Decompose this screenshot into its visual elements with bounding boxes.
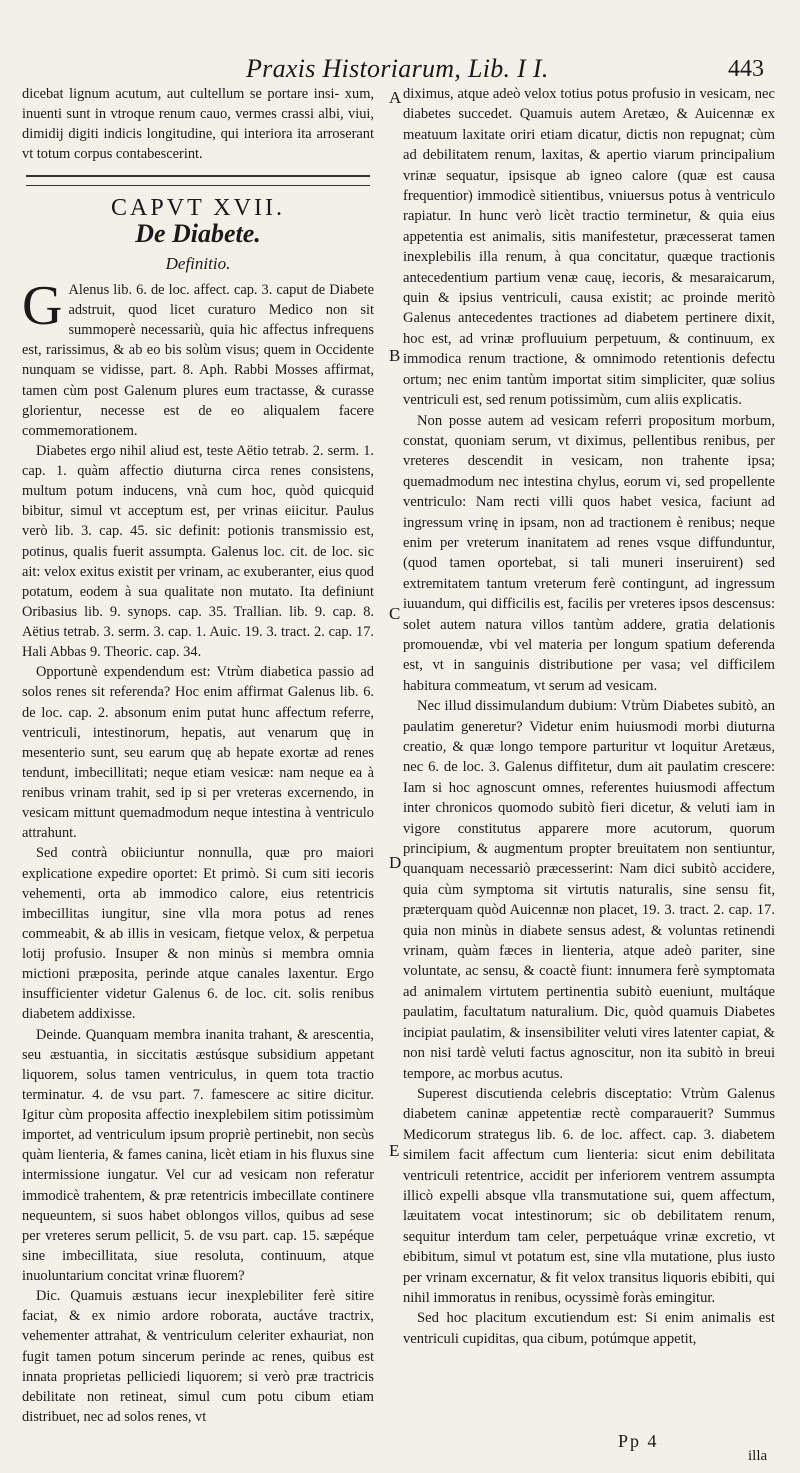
paragraph: Opportunè expendendum est: Vtrùm diabetica passio ad solos renes sit referenda? Hoc enim affirmat Galenus lib. 6. de loc. cap. 2. absonum enim putat hunc affectum referre, ventriculi, intestinorum, hepatis, aut venarum quę in mesenterio sunt, seu earum quę ab hepate exortæ ad renes tendunt, imbecillitati; neque etiam vesicæ: nam neque ea à renibus vrinam trahit, sed ip si per vreteras excernendo, in vesicam mittunt quemadmodum neque intestina à ventriculo attrahunt. — [22, 664, 374, 842]
margin-marker-d: D — [389, 853, 402, 872]
ornamental-rule — [26, 175, 370, 186]
paragraph: Diabetes ergo nihil aliud est, teste Aëtio tetrab. 2. serm. 1. cap. 1. quàm affectio diuturna circa renes consistens, multum potum inducens, vnà cum hoc, quòd quicquid bibitur, simul vt acceptum est, per vrinas eiicitur. Paulus verò lib. 3. cap. 45. sic definit: potionis transmissio est, potinus, qualis fuerit assumpta. Galenus loc. cit. de loc. sic ait: velox exitus existit per vrinam, ac exuberanter, eius quod potatum, eodem à sua qualitate non mutato. Ita definiunt Oribasius lib. 9. synops. cap. 35. Trallian. lib. 9. cap. 8. Aëtius tetrab. 3. serm. 3. cap. 1. Auic. 19. 3. tract. 2. cap. 17. Hali Abbas 9. Theoric. cap. 34. — [22, 442, 374, 661]
paragraph-text: Alenus lib. 6. de loc. affect. cap. 3. caput de Diabete adstruit, quod licet curaturo Medico non sit summoperè necessariù, quia hic affectus infrequens est, rarissimus, & ab eo bis solùm visus; quem in Occidente nunquam se vidisse, part. 8. Aph. Rabbi Mosses affirmat, tamen cùm post Galenum plures eum tractasse, & curasse glorientur, necesse est de eo aliqualem facere commemorationem. — [22, 281, 374, 439]
paragraph — [22, 274, 374, 441]
paragraph: Non posse autem ad vesicam referri propositum morbum, constat, quoniam serum, vt diximus, pellentibus renibus, per vreteres descendit in vesicam, non trahente ipsa; quemadmodum nec intestina chylus, eorum vi, sed propellente ventriculo: Nam recti villi quos habet vesica, faciunt ad ingressum vrinę in ipsam, non ad tractionem è renibus; neque enim per vreterum inanitatem ad renes vsque diffunduntur, (quod tamen oportebat, si tali muneri inseruirent) sed extremitatem tantum vreterum ferè contingunt, ad ingressum iuuandum, qui difficilis est, facilis per vreteres ipsos descensus: solet autem natura villos tantùm addere, gratia delationis promouendæ, vbi vel materia per longum spatium deferenda est, vt in sanguinis distributione per vasa; vel difficilem habitura commeatum, vt serum ad vesicam. — [403, 412, 775, 694]
margin-marker-a: A — [389, 88, 402, 107]
paragraph: Dic. Quamuis æstuans iecur inexplebiliter ferè sitire faciat, & ex nimio ardore roborata, auctáve tractrix, vehementer attrahat, & ventriculum celeriter exhauriat, non fugit tamen potum sincerum perinde ac renes, quibus est innata proprietas pelliciedi liquorem; si verò præ tractricis debilitate non retineat, simul cum potu cibum etiam distribuet, nec ad solos renes, vt — [22, 1288, 374, 1425]
margin-marker-c: C — [389, 604, 401, 623]
paragraph: Nec illud dissimulandum dubium: Vtrùm Diabetes subitò, an paulatim generetur? Videtur enim huiusmodi morbi diuturna creatio, & quæ longo tempore parturitur vt loquitur Aretæus, nec 6. de loc. 3. Galenus diffitetur, dum ait paulatim crescere: Iam si hoc agnoscunt omnes, referentes huiusmodi affectum inter chronicos quomodo subitò fieri dicetur, & veluti iam in vigore constitutus apparere more acutorum, quorum principium, & augmentum propter breuitatem non sentiuntur, quanquam necessariò præcesserint: Nam dici subitò accidere, quia cùm symptoma sit virtutis naturalis, sine sensu fit, præterquam quòd Auicennæ non placet, 19. 3. tract. 2. cap. 17. quia non minùs in diabete sensus adest, & voluntas retinendi vrinam, quàm fæces in lienteria, atque adeò pariter, sine voluntate, ac sensu, & coactè fiunt: innumera ferè symptomata ad animalem virtutem pertinentia subitò eueniunt, multáque paulatim, facultatum naturalium. Dic, quòd quamuis Diabetes incipiat paulatim, & insensibiliter veluti vires latenter capiat, & non nisi tardè veluti factus agnoscitur, non ita subitò in breui tempore, ac morbus acutus. — [403, 698, 775, 1082]
paragraph: diximus, atque adeò velox totius potus profusio in vesicam, nec diabetes succedet. Quamuis autem Aretæo, & Auicennæ ex meatuum laxitate oriri etiam dicatur, dictis non repugnat; cùm ad debilitatem renum, laxitas, & apertio viarum principalium vrinæ sequatur, ipsisque ab igneo calore (quæ est causa frequentior) immodicè sitientibus, vniuersus potus à ventriculo rapiatur. In hunc verò licèt tractio terminetur, & quia eius appetentia est animalis, sitis manifestetur, præcesserat tamen inexplebilis illa renum, à qua concitatur, quæque tractionis antecedentium partium venæ cauę, iecoris, & mesaraicarum, quin & ipsius ventriculi, causa existit; ac proinde meritò Galenus antecedentes tractiones ad diabetem pertinere dixit, hoc est, ad vrinæ profluuium perpetuum, & continuum, ex immodica renum tractione, & omnimodo retentionis defectu ortum; nec enim tantùm importat sitim simpliciter, quæ solius ventriculi est, sed renum potissimùm, cum aliis explicatis. — [403, 86, 775, 409]
section-title: Definitio. — [165, 253, 231, 273]
margin-marker-e: E — [389, 1141, 400, 1160]
right-column — [403, 84, 775, 1349]
catchword: illa — [748, 1448, 768, 1464]
margin-marker-b: B — [389, 346, 401, 365]
chapter-title: De Diabete. — [135, 218, 261, 248]
intro-paragraph: dicebat lignum acutum, aut cultellum se portare insi- xum, inuenti sunt in vtroque renum cauo, vermes crassi albi, viui, dimidij digiti indicis longitudine, qui interiora ita arroserant vt totum corpus contabescerint. — [22, 86, 374, 163]
running-title: Praxis Historiarum, Lib. I I. — [246, 54, 549, 83]
drop-cap: G — [22, 274, 63, 337]
left-column — [22, 84, 374, 1427]
printer-signature: Pp 4 — [618, 1431, 659, 1451]
chapter-heading: CAPVT XVII. — [111, 194, 285, 221]
paragraph: Superest discutienda celebris disceptatio: Vtrùm Galenus diabetem caninæ appetentiæ rectè comparauerit? Summus Medicorum strategus lib. 6. de loc. affect. cap. 3. diabetem similem facit affectum cum lienteria: sicut enim debilitata ventriculi retentrice, accidit per inferiorem ventrem assumpta illicò expelli absque vlla transmutatione sui, quem affectum, læuitatem vocat intestinorum; sic ob debilitatem renum, sequitur interdum tam celer, perpetuáque vrinæ excretio, vt ebibitum, simul vt potatum est, sine vlla mutatione, plus iusto per vrinam excernatur, & fit velox transitus liquoris ebibiti, qui nihil immoratus in renibus, ocyssimè foràs emingitur. — [403, 1085, 775, 1306]
page-number: 443 — [728, 56, 764, 82]
paragraph: Deinde. Quanquam membra inanita trahant, & arescentia, seu æstuantia, in siccitatis æstúsque subsidium appetant liquorem, solus tamen ventriculus, in quem tota tractio terminatur. 4. de vsu part. 7. famescere ac sitire dicitur. Igitur cùm proposita affectio inexplebilem sitim potissimùm importet, ad ventriculum ipsum propriè pertinebit, non secùs quàm lienteria, & fames canina, licèt etiam in his fluxus sine intermissione iungatur. Vel cur ad vesicam non referatur immodicè trahentem, & præ retentricis imbecillate continere nequeuntem, si suos habet oblongos villos, quibus ad sese per vreteres serum pellicit, 5. de vsu part. cap. 15. sæpéque sine imbecillitata, siue resoluta, continuum, atque inuoluntarium concitat vrinæ fluorem? — [22, 1026, 374, 1284]
paragraph: Sed hoc placitum excutiendum est: Si enim animalis est ventriculi cupiditas, qua cibum, potúmque appetit, — [403, 1310, 775, 1347]
paragraph: Sed contrà obiiciuntur nonnulla, quæ pro maiori explicatione expedire oportet: Et primò. Si cum siti iecoris vehementi, orta ab immodico calore, eius retentricis imbecillitas iungitur, sine vlla mora potus ad renes commeabit, & ab illis in vesicam, fietque velox, & perpetua lotij profusio. Insuper & non minùs si membra omnia mictioni præposita, perinde atque canales laxentur. Ergo insufficienter videtur Galenus 6. de loc. cit. solis renibus diabetem addixisse. — [22, 845, 374, 1023]
